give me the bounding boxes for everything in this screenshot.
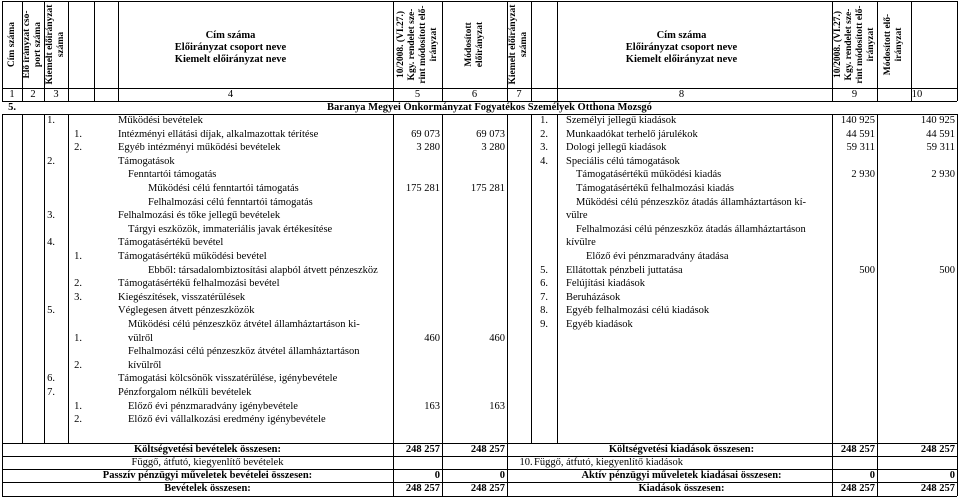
left-row-value-original: 175 281 xyxy=(405,183,440,194)
header-kiemelt-szama-line: száma xyxy=(56,31,66,58)
header-modositott-line: Módosított xyxy=(463,22,474,67)
left-row-sub: 1. xyxy=(74,332,82,344)
right-row-value-modified: 140 925 xyxy=(920,115,955,126)
grid-line xyxy=(507,469,508,482)
grid-line xyxy=(393,456,394,469)
right-row-value-modified: 59 311 xyxy=(926,142,955,154)
left-row-label: Intézményi ellátási díjak, alkalmazottak térítése xyxy=(118,128,319,140)
grid-line xyxy=(957,443,958,456)
header-names-left: Kiemelt előirányzat neve xyxy=(174,54,287,65)
total-label-right: Kiadások összesen: xyxy=(638,483,725,494)
grid-line xyxy=(957,1,958,101)
left-row-value-modified: 163 xyxy=(489,400,505,412)
left-row-label: Fenntartói támogatás xyxy=(128,169,217,181)
right-row-cim: 4. xyxy=(540,155,548,167)
total-value-left-modified: 248 257 xyxy=(470,444,505,455)
total-value-right-modified: 0 xyxy=(949,470,955,481)
grid-line xyxy=(442,114,443,443)
left-row-label: Támogatásértékű bevétel xyxy=(118,237,224,249)
header-rendelet-szerinti-right-line: 10/2008. (VI.27.) xyxy=(832,10,843,79)
left-row-cim: 7. xyxy=(47,387,55,398)
left-row-label: Előző évi pénzmaradvány igénybevétele xyxy=(128,400,298,412)
grid-line xyxy=(832,114,833,443)
grid-line xyxy=(393,1,394,101)
right-row-cim: 3. xyxy=(540,142,548,154)
grid-line xyxy=(393,114,394,443)
header-eloiranyzat-csoport-szama-line: port száma xyxy=(33,21,43,68)
header-rendelet-szerinti-right-line: irányzat xyxy=(865,27,876,62)
left-row-label: Tárgyi eszközök, immateriális javak értékesítése xyxy=(128,223,333,235)
column-number: 4 xyxy=(227,89,234,100)
grid-line xyxy=(442,456,443,469)
header-kiemelt-szama-line: Kiemelt előirányzat xyxy=(45,4,55,85)
left-row-sub: 2. xyxy=(74,278,82,290)
total-label-left: Függő, átfutó, kiegyenlítő bevételek xyxy=(131,457,284,468)
header-eloiranyzat-csoport-szama-line: Elő irányzat cso- xyxy=(22,10,32,79)
header-modositott-line: előirányzat xyxy=(474,21,485,68)
grid-line xyxy=(957,469,958,482)
left-row-label: Felhalmozási célú fenntartói támogatás xyxy=(148,196,313,208)
left-row-value-modified: 69 073 xyxy=(476,128,505,140)
right-row-value-original: 2 930 xyxy=(851,169,875,181)
left-row-label: Kiegészítések, visszatérülések xyxy=(118,291,246,303)
total-value-right-original: 248 257 xyxy=(840,483,875,494)
right-row-label: Munkaadókat terhelő járulékok xyxy=(566,128,698,140)
right-row-value-modified: 44 591 xyxy=(926,128,955,140)
total-label-right: Költségvetési kiadások összesen: xyxy=(608,444,755,455)
total-label-left: Költségvetési bevételek összesen: xyxy=(134,444,281,455)
total-label-left: Passzív pénzügyi műveletek bevételei összesen: xyxy=(102,470,313,481)
grid-line xyxy=(442,443,443,456)
right-row-label: vülre xyxy=(566,210,588,222)
right-row-label: Felújítási kiadások xyxy=(566,278,646,290)
total-value-right-original: 248 257 xyxy=(840,444,875,455)
left-row-value-original: 3 280 xyxy=(416,142,440,154)
left-row-label: Támogatásértékű működési bevétel xyxy=(118,251,267,262)
total-value-right-modified: 248 257 xyxy=(920,444,955,455)
grid-line xyxy=(2,469,3,482)
total-value-left-original: 0 xyxy=(434,470,440,481)
header-cim-szama xyxy=(7,4,18,85)
column-number: 6 xyxy=(471,89,478,100)
left-row-label: Támogatási kölcsönök visszatérülése, igénybevétele xyxy=(118,373,338,385)
header-kiemelt-szama-right xyxy=(508,4,530,85)
grid-line xyxy=(877,1,878,101)
right-row-label: Egyéb felhalmozási célú kiadások xyxy=(566,305,710,317)
left-row-value-original: 460 xyxy=(424,332,440,344)
grid-line xyxy=(393,469,394,482)
total-right-number: 10. xyxy=(519,457,533,468)
total-label-left: Bevételek összesen: xyxy=(164,483,251,494)
grid-line xyxy=(393,443,394,456)
total-value-left-modified: 0 xyxy=(499,470,505,481)
left-row-label: Előző évi vállalkozási eredmény igénybevétele xyxy=(128,414,326,426)
grid-line xyxy=(957,114,958,443)
right-row-label: Támogatásértékű működési kiadás xyxy=(576,169,722,181)
right-row-label: Támogatásértékű felhalmozási kiadás xyxy=(576,183,735,194)
header-rendelet-szerinti-line: 10/2008. (VI.27.) xyxy=(395,10,406,79)
header-cim-szama-line: Cím száma xyxy=(6,21,17,68)
grid-line xyxy=(832,469,833,482)
right-row-value-original: 44 591 xyxy=(846,128,875,140)
total-label-right: Aktív pénzügyi műveletek kiadásai összesen: xyxy=(581,470,782,481)
left-row-value-original: 163 xyxy=(424,400,440,412)
left-row-label: Működési bevételek xyxy=(118,115,203,126)
left-row-cim: 5. xyxy=(47,305,55,317)
total-value-left-original: 248 257 xyxy=(405,444,440,455)
right-row-cim: 6. xyxy=(540,278,548,290)
header-kiemelt-szama-right-line: száma xyxy=(519,31,529,58)
right-row-cim: 7. xyxy=(540,291,548,303)
total-value-left-modified: 248 257 xyxy=(470,483,505,494)
grid-line xyxy=(2,456,3,469)
grid-line xyxy=(442,482,443,496)
grid-line xyxy=(877,482,878,496)
left-row-sub: 3. xyxy=(74,291,82,303)
left-row-cim: 3. xyxy=(47,210,55,222)
left-row-label: vülről xyxy=(128,332,154,344)
total-value-right-modified: 248 257 xyxy=(920,483,955,494)
grid-line xyxy=(2,482,3,496)
left-row-label: Felhalmozási célú pénzeszköz átvétel államháztartáson xyxy=(128,346,360,358)
left-row-sub: 2. xyxy=(74,414,82,426)
header-names-right: Kiemelt előirányzat neve xyxy=(625,54,738,65)
header-kiemelt-szama-right-line: Kiemelt előirányzat xyxy=(508,4,518,85)
grid-line xyxy=(2,443,3,456)
left-row-label: kívülről xyxy=(128,359,162,371)
left-row-cim: 1. xyxy=(47,115,55,126)
left-row-value-modified: 3 280 xyxy=(481,142,505,154)
right-row-label: Felhalmozási célú pénzeszköz átadás államháztartáson xyxy=(576,223,806,235)
left-row-label: Felhalmozási és tőke jellegű bevételek xyxy=(118,210,281,222)
total-value-right-original: 0 xyxy=(869,470,875,481)
right-row-cim: 5. xyxy=(540,264,548,276)
left-row-sub: 1. xyxy=(74,251,82,262)
left-row-value-original: 69 073 xyxy=(411,128,440,140)
grid-line xyxy=(2,496,957,497)
right-row-cim: 8. xyxy=(540,305,548,317)
left-row-sub: 2. xyxy=(74,142,82,154)
grid-line xyxy=(877,469,878,482)
left-row-label: Működési célú pénzeszköz átvétel államháztartáson ki- xyxy=(128,319,360,330)
grid-line xyxy=(2,114,3,443)
right-row-cim: 9. xyxy=(540,319,548,330)
right-row-cim: 2. xyxy=(540,128,548,140)
header-rendelet-szerinti-right-line: Kgy. rendelet sze- xyxy=(843,8,854,81)
grid-line xyxy=(507,114,508,443)
column-number: 9 xyxy=(851,89,858,100)
right-row-label: Működési célú pénzeszköz átadás államháztartáson kí- xyxy=(576,196,807,208)
header-rendelet-szerinti-right xyxy=(833,4,877,85)
header-rendelet-szerinti xyxy=(396,4,440,85)
left-row-sub: 2. xyxy=(74,359,82,371)
right-row-label: Előző évi pénzmaradvány átadása xyxy=(586,251,729,262)
grid-line xyxy=(877,456,878,469)
right-row-label: Személyi jellegű kiadások xyxy=(566,115,677,126)
grid-line xyxy=(393,482,394,496)
right-row-value-modified: 2 930 xyxy=(931,169,955,181)
right-row-label: kívülre xyxy=(566,237,596,249)
header-rendelet-szerinti-line: irányzat xyxy=(428,27,439,62)
left-row-label: Működési célú fenntartói támogatás xyxy=(148,183,299,194)
right-row-cim: 1. xyxy=(540,115,548,126)
header-rendelet-szerinti-line: Kgy. rendelet sze- xyxy=(406,8,417,81)
header-rendelet-szerinti-right-line: rint módosított elő- xyxy=(854,5,865,84)
grid-line xyxy=(507,443,508,456)
left-row-label: Ebből: társadalombiztosítási alapból átvett pénzeszköz xyxy=(148,264,378,276)
header-names-left: Cím száma xyxy=(205,30,256,41)
right-row-label: Beruházások xyxy=(566,291,621,303)
header-modositott-right-line: Módosított elő- xyxy=(883,13,893,76)
institution-name: Baranya Megyei Önkormányzat Fogyatékos Személyek Otthona Mozsgó xyxy=(327,102,652,113)
grid-line xyxy=(957,456,958,469)
institution-number: 5. xyxy=(8,102,16,113)
right-row-label: Egyéb kiadások xyxy=(566,319,633,330)
column-number: 10 xyxy=(911,89,923,100)
total-label-right: Függő, átfutó, kiegyenlítő kiadások xyxy=(534,457,684,468)
right-row-label: Ellátottak pénzbeli juttatása xyxy=(566,264,683,276)
grid-line xyxy=(832,443,833,456)
right-row-value-original: 500 xyxy=(859,264,875,276)
left-row-label: Véglegesen átvett pénzeszközök xyxy=(118,305,255,317)
grid-line xyxy=(877,443,878,456)
left-row-cim: 2. xyxy=(47,155,55,167)
header-modositott-right xyxy=(883,4,905,85)
left-row-label: Támogatásértékű felhalmozási bevétel xyxy=(118,278,280,290)
grid-line xyxy=(557,114,558,443)
total-value-left-original: 248 257 xyxy=(405,483,440,494)
right-row-label: Dologi jellegű kiadások xyxy=(566,142,667,154)
header-names-left: Előirányzat csoport neve xyxy=(174,42,287,53)
left-row-sub: 1. xyxy=(74,128,82,140)
grid-line xyxy=(22,114,23,443)
right-row-label: Speciális célú támogatások xyxy=(566,155,680,167)
header-rendelet-szerinti-line: rint módosított elő- xyxy=(417,5,428,84)
left-row-value-modified: 175 281 xyxy=(470,183,505,194)
grid-line xyxy=(832,482,833,496)
grid-line xyxy=(911,1,912,101)
column-number: 5 xyxy=(414,89,421,100)
header-modositott-right-line: irányzat xyxy=(894,27,904,62)
column-number: 2 xyxy=(30,89,36,100)
left-row-value-modified: 460 xyxy=(489,332,505,344)
grid-line xyxy=(2,1,3,101)
column-number: 1 xyxy=(9,89,15,100)
column-number: 3 xyxy=(53,89,59,100)
right-row-value-original: 140 925 xyxy=(840,115,875,126)
grid-line xyxy=(2,1,957,2)
left-row-label: Egyéb intézményi működési bevételek xyxy=(118,142,281,154)
left-row-sub: 1. xyxy=(74,400,82,412)
right-row-value-original: 59 311 xyxy=(846,142,875,154)
grid-line xyxy=(877,114,878,443)
grid-line xyxy=(832,456,833,469)
header-modositott xyxy=(464,4,486,85)
left-row-cim: 6. xyxy=(47,373,55,385)
grid-line xyxy=(442,1,443,101)
grid-line xyxy=(507,482,508,496)
left-row-label: Pénzforgalom nélküli bevételek xyxy=(118,387,252,398)
right-row-value-modified: 500 xyxy=(939,264,955,276)
grid-line xyxy=(957,482,958,496)
header-eloiranyzat-csoport-szama xyxy=(22,4,44,85)
column-number: 8 xyxy=(678,89,685,100)
left-row-cim: 4. xyxy=(47,237,55,249)
column-number: 7 xyxy=(516,89,522,100)
grid-line xyxy=(442,469,443,482)
header-names-right: Előirányzat csoport neve xyxy=(625,42,738,53)
header-names-right: Cím száma xyxy=(656,30,707,41)
left-row-label: Támogatások xyxy=(118,155,175,167)
header-kiemelt-szama xyxy=(45,4,67,85)
